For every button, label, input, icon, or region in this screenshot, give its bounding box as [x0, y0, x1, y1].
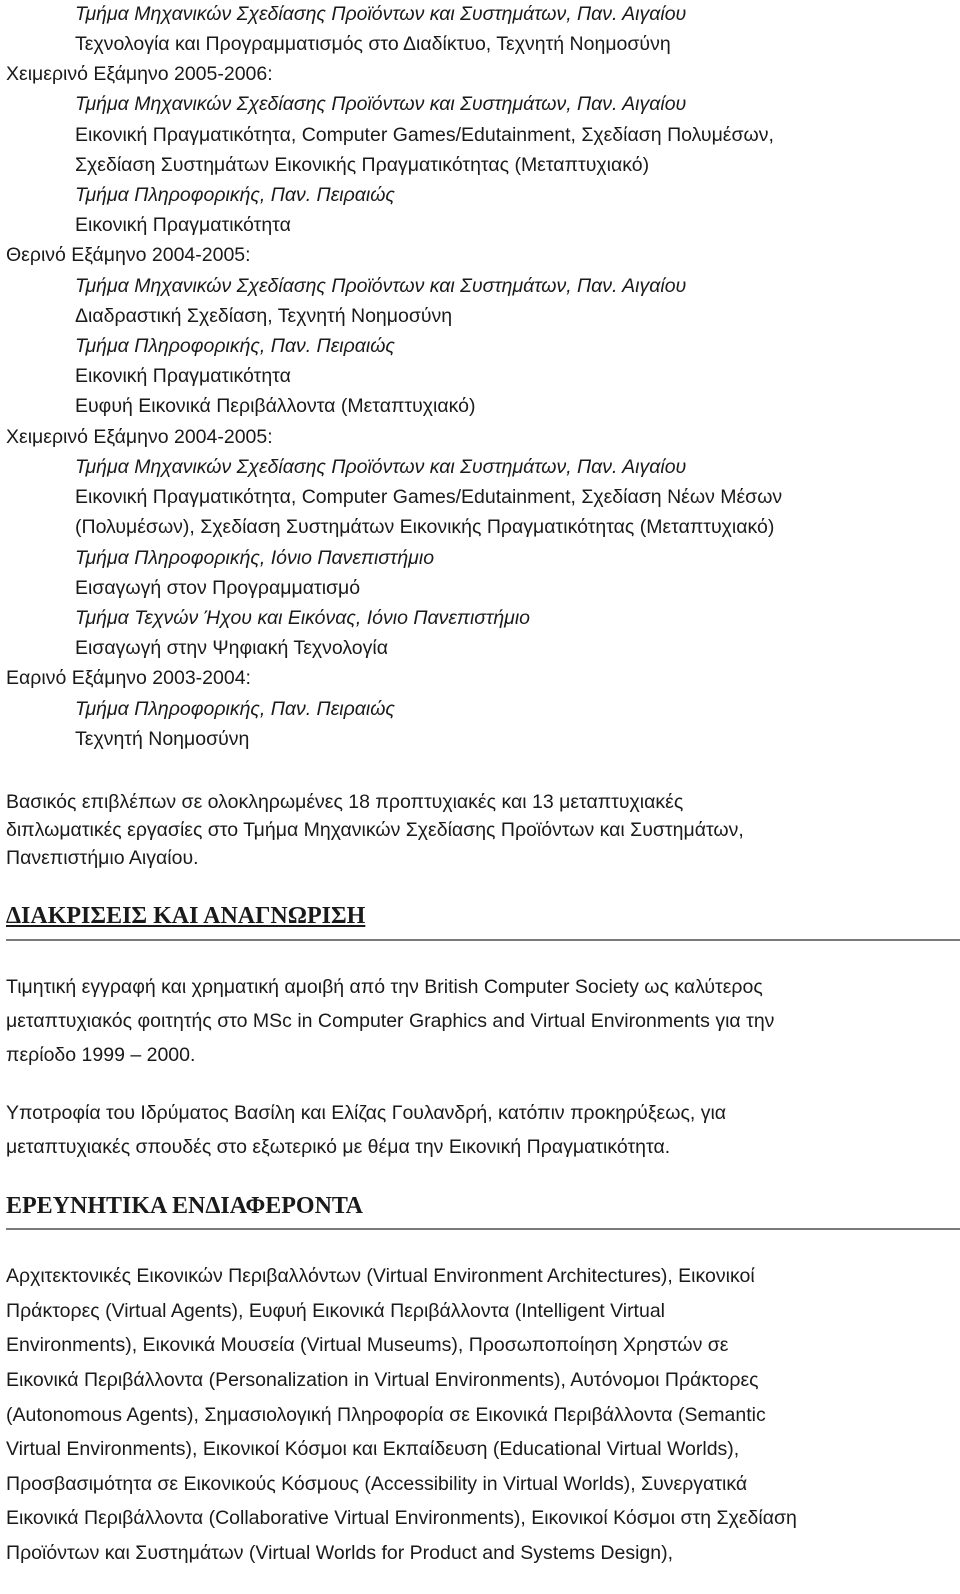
paragraph-line: (Autonomous Agents), Σημασιολογική Πληροφορία σε Εικονικά Περιβάλλοντα (Semantic	[6, 1404, 766, 1426]
course-line: Σχεδίαση Συστημάτων Εικονικής Πραγματικότητας (Μεταπτυχιακό)	[75, 154, 650, 176]
department-line: Τμήμα Πληροφορικής, Παν. Πειραιώς	[75, 184, 395, 206]
paragraph-line: Εικονικά Περιβάλλοντα (Collaborative Virtual Environments), Εικονικοί Κόσμοι στη Σχεδίαση	[6, 1507, 797, 1529]
section-heading-awards: ΔΙΑΚΡΙΣΕΙΣ ΚΑΙ ΑΝΑΓΝΩΡΙΣΗ	[6, 903, 366, 929]
section-divider	[6, 1228, 960, 1230]
paragraph-line: Υποτροφία του Ιδρύματος Βασίλη και Ελίζας Γουλανδρή, κατόπιν προκηρύξεως, για	[6, 1102, 727, 1124]
paragraph-line: μεταπτυχιακός φοιτητής στο MSc in Computer Graphics and Virtual Environments για την	[6, 1010, 775, 1032]
paragraph-line: διπλωματικές εργασίες στο Τμήμα Μηχανικών Σχεδίασης Προϊόντων και Συστημάτων,	[6, 819, 744, 841]
paragraph-line: Virtual Environments), Εικονικοί Κόσμοι και Εκπαίδευση (Educational Virtual Worlds),	[6, 1438, 740, 1460]
course-line: Εικονική Πραγματικότητα, Computer Games/Edutainment, Σχεδίαση Νέων Μέσων	[75, 486, 783, 508]
course-line: Εικονική Πραγματικότητα, Computer Games/Edutainment, Σχεδίαση Πολυμέσων,	[75, 124, 774, 146]
course-line: Εικονική Πραγματικότητα	[75, 214, 291, 236]
department-line: Τμήμα Μηχανικών Σχεδίασης Προϊόντων και Συστημάτων, Παν. Αιγαίου	[75, 456, 687, 478]
section-divider	[6, 939, 960, 941]
paragraph-line: Προσβασιμότητα σε Εικονικούς Κόσμους (Accessibility in Virtual Worlds), Συνεργατικά	[6, 1473, 748, 1495]
department-line: Τμήμα Πληροφορικής, Παν. Πειραιώς	[75, 335, 395, 357]
department-line: Τμήμα Τεχνών Ήχου και Εικόνας, Ιόνιο Πανεπιστήμιο	[75, 607, 531, 629]
course-line: Διαδραστική Σχεδίαση, Τεχνητή Νοημοσύνη	[75, 305, 453, 327]
paragraph-line: περίοδο 1999 – 2000.	[6, 1044, 196, 1066]
term-heading: Χειμερινό Εξάμηνο 2004-2005:	[6, 426, 273, 448]
paragraph-line: Environments), Εικονικά Μουσεία (Virtual Museums), Προσωποποίηση Χρηστών σε	[6, 1334, 729, 1356]
department-line: Τμήμα Πληροφορικής, Παν. Πειραιώς	[75, 698, 395, 720]
paragraph-line: Εικονικά Περιβάλλοντα (Personalization in Virtual Environments), Αυτόνομοι Πράκτορες	[6, 1369, 759, 1391]
term-heading: Εαρινό Εξάμηνο 2003-2004:	[6, 667, 251, 689]
paragraph-line: Βασικός επιβλέπων σε ολοκληρωμένες 18 προπτυχιακές και 13 μεταπτυχιακές	[6, 791, 684, 813]
course-line: Ευφυή Εικονικά Περιβάλλοντα (Μεταπτυχιακό)	[75, 395, 476, 417]
course-line: (Πολυμέσων), Σχεδίαση Συστημάτων Εικονικής Πραγματικότητας (Μεταπτυχιακό)	[75, 516, 775, 538]
term-heading: Θερινό Εξάμηνο 2004-2005:	[6, 244, 251, 266]
paragraph-line: Τιμητική εγγραφή και χρηματική αμοιβή από την British Computer Society ως καλύτερος	[6, 976, 763, 998]
term-heading: Χειμερινό Εξάμηνο 2005-2006:	[6, 63, 273, 85]
paragraph-line: Αρχιτεκτονικές Εικονικών Περιβαλλόντων (Virtual Environment Architectures), Εικονικοί	[6, 1265, 755, 1287]
course-line: Τεχνητή Νοημοσύνη	[75, 728, 250, 750]
department-line: Τμήμα Πληροφορικής, Ιόνιο Πανεπιστήμιο	[75, 547, 435, 569]
course-line: Εικονική Πραγματικότητα	[75, 365, 291, 387]
paragraph-line: μεταπτυχιακές σπουδές στο εξωτερικό με θέμα την Εικονική Πραγματικότητα.	[6, 1136, 671, 1158]
paragraph-line: Πανεπιστήμιο Αιγαίου.	[6, 847, 199, 869]
department-line: Τμήμα Μηχανικών Σχεδίασης Προϊόντων και Συστημάτων, Παν. Αιγαίου	[75, 3, 687, 25]
section-heading-research: ΕΡΕΥΝΗΤΙΚΑ ΕΝΔΙΑΦΕΡΟΝΤΑ	[6, 1193, 363, 1219]
department-line: Τμήμα Μηχανικών Σχεδίασης Προϊόντων και Συστημάτων, Παν. Αιγαίου	[75, 93, 687, 115]
course-line: Εισαγωγή στον Προγραμματισμό	[75, 577, 361, 599]
paragraph-line: Προϊόντων και Συστημάτων (Virtual Worlds for Product and Systems Design),	[6, 1542, 674, 1564]
course-line: Εισαγωγή στην Ψηφιακή Τεχνολογία	[75, 637, 389, 659]
department-line: Τμήμα Μηχανικών Σχεδίασης Προϊόντων και Συστημάτων, Παν. Αιγαίου	[75, 275, 687, 297]
course-line: Τεχνολογία και Προγραμματισμός στο Διαδίκτυο, Τεχνητή Νοημοσύνη	[75, 33, 671, 55]
paragraph-line: Πράκτορες (Virtual Agents), Ευφυή Εικονικά Περιβάλλοντα (Intelligent Virtual	[6, 1300, 666, 1322]
